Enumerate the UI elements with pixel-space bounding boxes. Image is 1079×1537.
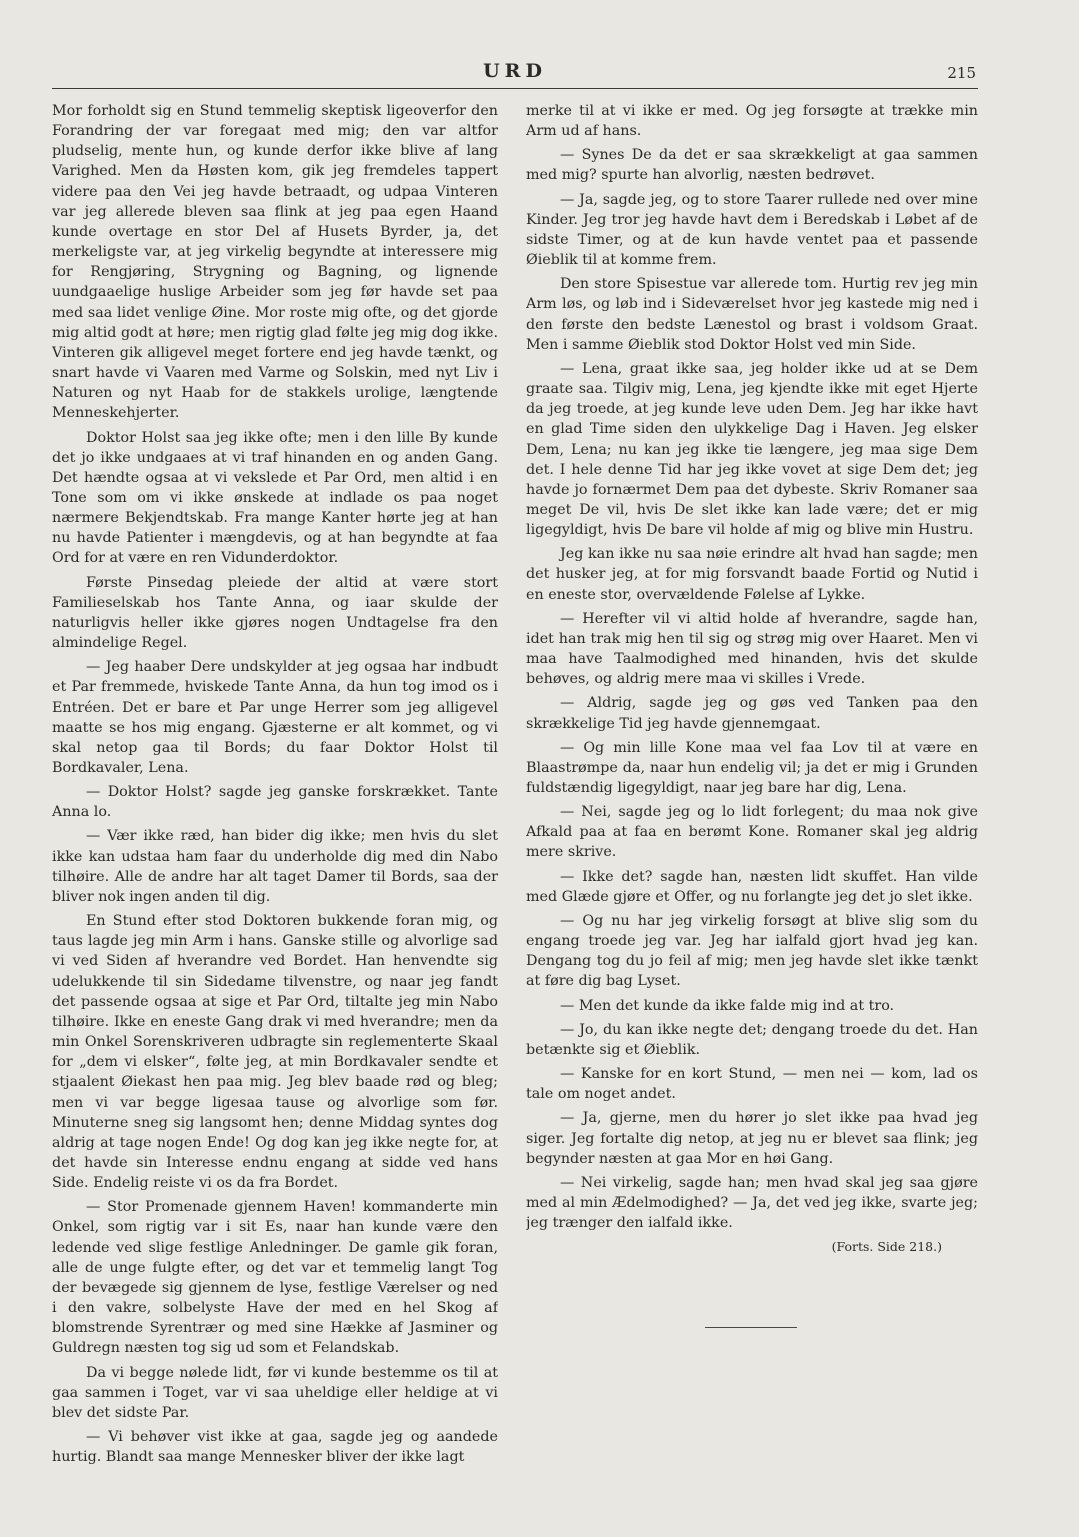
paragraph: — Vi behøver vist ikke at gaa, sagde jeg og aandede hurtig. Blandt saa mange Mennesker bliver der ikke lagt [52, 1429, 498, 1466]
left-column [52, 101, 498, 1501]
paragraph: — Og nu har jeg virkelig forsøgt at blive slig som du engang troede jeg var. Jeg har ialfald gjort hvad jeg kan. Dengang tog du jo feil af mig; men jeg havde slet ikke tænkt at føre dig bag Lyset. [526, 912, 978, 990]
paragraph: — Herefter vil vi altid holde af hverandre, sagde han, idet han trak mig hen til sig og strøg mig over Haaret. Men vi maa have Taalmodighed med hinanden, hvis det skulde behøves, og aldrig mere maa vi skilles i Vrede. [526, 610, 978, 688]
paragraph: — Synes De da det er saa skrækkeligt at gaa sammen med mig? spurte han alvorlig, næsten bedrøvet. [526, 147, 978, 184]
paragraph: En Stund efter stod Doktoren bukkende foran mig, og taus lagde jeg min Arm i hans. Ganske stille og alvorlige sad vi ved Siden af hverandre ved Bordet. Han henvendte sig udelukkende til sin Sidedame tilvenstre, og naar jeg fandt det passende ogsaa at sige et Par Ord, tiltalte jeg min Nabo tilhøire. Ikke en eneste Gang drak vi med hverandre; men da min Onkel Sorenskriveren udbragte sin reglementerte Skaal for „dem vi elsker“, følte jeg, at min Bordkavaler sendte et stjaalent Øiekast hen paa mig. Jeg blev baade rød og bleg; men vi var begge ligesaa tause og alvorlige som før. Minuterne sneg sig langsomt hen; denne Middag syntes dog aldrig at tage nogen Ende! Og dog kan jeg ikke negte for, at det havde sin Interesse endnu engang at sidde ved hans Side. Endelig reiste vi os da fra Bordet. [52, 913, 498, 1192]
page-number: 215 [947, 64, 976, 82]
right-column [526, 101, 978, 1501]
paragraph: — Nei virkelig, sagde han; men hvad skal jeg saa gjøre med al min Ædelmodighed? — Ja, det ved jeg ikke, svarte jeg; jeg trænger den ialfald ikke. [526, 1174, 978, 1232]
paragraph: merke til at vi ikke er med. Og jeg forsøgte at trække min Arm ud af hans. [526, 103, 978, 140]
paragraph: — Jo, du kan ikke negte det; dengang troede du det. Han betænkte sig et Øieblik. [526, 1021, 978, 1058]
page-header [52, 58, 978, 89]
paragraph: — Ja, gjerne, men du hører jo slet ikke paa hvad jeg siger. Jeg fortalte dig netop, at jeg nu er blevet saa flink; jeg begynder næsten at gaa Mor en høi Gang. [526, 1110, 978, 1167]
paragraph: Da vi begge nølede lidt, før vi kunde bestemme os til at gaa sammen i Toget, var vi saa uheldige eller heldige at vi blev det sidste Par. [52, 1364, 498, 1421]
paragraph: — Kanske for en kort Stund, — men nei — kom, lad os tale om noget andet. [526, 1066, 978, 1103]
paragraph: Første Pinsedag pleiede der altid at være stort Familieselskab hos Tante Anna, og iaar skulde der naturligvis heller ikke gjøres nogen Undtagelse fra den almindelige Regel. [52, 574, 498, 652]
paragraph: — Men det kunde da ikke falde mig ind at tro. [560, 997, 895, 1014]
paragraph: — Ja, sagde jeg, og to store Taarer rullede ned over mine Kinder. Jeg tror jeg havde havt dem i Beredskab i Løbet af de sidste Timer, og at de kun havde ventet paa et passende Øieblik til at komme frem. [526, 191, 978, 269]
paragraph: Doktor Holst saa jeg ikke ofte; men i den lille By kunde det jo ikke undgaaes at vi traf hinanden en og anden Gang. Det hændte ogsaa at vi vekslede et Par Ord, men altid i en Tone som om vi ikke ønskede at indlade os paa noget nærmere Bekjendtskab. Fra mange Kanter hørte jeg at han nu havde Patienter i mængdevis, og at han begyndte at faa Ord for at være en ren Vidunderdoktor. [52, 429, 498, 567]
paragraph: — Lena, graat ikke saa, jeg holder ikke ud at se Dem graate saa. Tilgiv mig, Lena, jeg kjendte ikke mit eget Hjerte da jeg troede, at jeg kunde leve uden Dem. Jeg har ikke havt en glad Time siden den ulykkelige Dag i Haven. Jeg elsker Dem, Lena; nu kan jeg ikke tie længere, jeg maa sige Dem det. I hele denne Tid har jeg ikke vovet at sige Dem det; jeg havde jo fornærmet Dem paa det dybeste. Skriv Romaner saa meget De vil, hvis De slet ikke kan lade være; det er mig ligegyldigt, hvis De bare vil holde af mig og blive min Hustru. [526, 360, 978, 539]
paragraph: Mor forholdt sig en Stund temmelig skeptisk ligeoverfor den Forandring der var foregaat med mig; den var altfor pludselig, mente hun, og kunde derfor ikke blive af lang Varighed. Men da Høsten kom, gik jeg fremdeles tappert videre paa den Vei jeg havde betraadt, og udpaa Vinteren var jeg allerede bleven saa flink at jeg paa egen Haand kunde overtage en stor Del af Husets Byrder, ja, det merkeligste var, at jeg virkelig begyndte at interessere mig for Rengjøring, Strygning og Bagning, og lignende uundgaaelige huslige Arbeider som jeg før havde set paa med saa lidet venlige Øine. Mor roste mig ofte, og det gjorde mig altid godt at høre; men rigtig glad følte jeg mig dog ikke. Vinteren gik alligevel meget fortere end jeg havde tænkt, og snart havde vi Vaaren med Varme og Solskin, med nyt Liv i Naturen og nyt Haab for de stakkels urolige, længtende Menneskehjerter. [52, 103, 498, 422]
paragraph: — Jeg haaber Dere undskylder at jeg ogsaa har indbudt et Par fremmede, hviskede Tante Anna, da hun tog imod os i Entréen. Det er bare et Par unge Herrer som jeg alligevel maatte se hos mig engang. Gjæsterne er alt kommet, og vi skal netop gaa til Bords; du faar Doktor Holst til Bordkavaler, Lena. [52, 659, 498, 776]
paragraph: — Stor Promenade gjennem Haven! kommanderte min Onkel, som rigtig var i sit Es, naar han kunde være den ledende ved slige festlige Anledninger. De gamle gik foran, alle de unge fulgte efter, og det var et temmelig langt Tog der bevægede sig gjennem de lyse, festlige Værelser og ned i den vakre, solbelyste Have der med en hel Skog af blomstrende Syrentrær og med sine Hække af Jasminer og Guldregn næsten tog sig ud som et Felandskab. [52, 1199, 498, 1357]
magazine-title: URD [483, 60, 547, 82]
paragraph: Den store Spisestue var allerede tom. Hurtig rev jeg min Arm løs, og løb ind i Sideværelset hvor jeg kastede mig ned i den første den bedste Lænestol og brast i voldsom Graat. Men i samme Øieblik stod Doktor Holst ved min Side. [526, 276, 978, 353]
paragraph: — Ikke det? sagde han, næsten lidt skuffet. Han vilde med Glæde gjøre et Offer, og nu forlangte jeg det jo slet ikke. [526, 868, 978, 905]
paragraph: — Nei, sagde jeg og lo lidt forlegent; du maa nok give Afkald paa at faa en berømt Kone. Romaner skal jeg aldrig mere skrive. [526, 804, 978, 861]
paragraph: — Doktor Holst? sagde jeg ganske forskrækket. Tante Anna lo. [52, 784, 498, 821]
paragraph: — Og min lille Kone maa vel faa Lov til at være en Blaastrømpe da, naar hun endelig vil; ja det er mig i Grunden fuldstændig ligegyldigt, naar jeg bare har dig, Lena. [526, 739, 978, 796]
paragraph: — Vær ikke ræd, han bider dig ikke; men hvis du slet ikke kan udstaa ham faar du underholde dig med din Nabo tilhøire. Alle de andre har alt taget Damer til Bords, saa der bliver nok ingen anden til dig. [52, 828, 498, 905]
end-rule [705, 1327, 797, 1328]
paragraph: Jeg kan ikke nu saa nøie erindre alt hvad han sagde; men det husker jeg, at for mig forsvandt baade Fortid og Nutid i en eneste stor, overvældende Følelse af Lykke. [526, 546, 978, 603]
continuation-note: (Forts. Side 218.) [831, 1239, 942, 1255]
paragraph: — Aldrig, sagde jeg og gøs ved Tanken paa den skrækkelige Tid jeg havde gjennemgaat. [526, 695, 978, 732]
